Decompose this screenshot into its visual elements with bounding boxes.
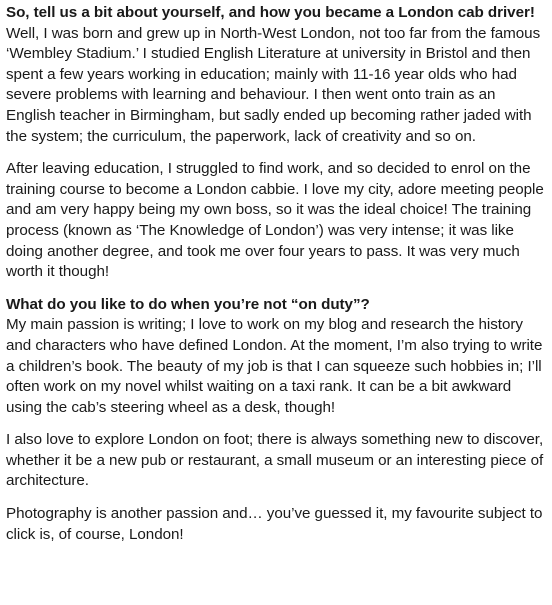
answer-paragraph: My main passion is writing; I love to work on my blog and research the history and characters who have defined London. At the moment, I’m also trying to write a children’s book. The beauty of my job is that I can squeeze such hobbies in; I’ll often work on my novel whilst waiting on a taxi rank. It can be a bit awkward using the cab’s steering wheel as a desk, though!	[6, 316, 543, 416]
question-heading: What do you like to do when you’re not “on duty”?	[6, 295, 370, 313]
question-heading: So, tell us a bit about yourself, and how you became a London cab driver!	[6, 4, 535, 21]
answer-paragraph: Photography is another passion and… you’ve guessed it, my favourite subject to click is, of course, London!	[6, 505, 543, 543]
section-about-yourself	[6, 3, 544, 283]
section-off-duty	[6, 295, 544, 546]
answer-paragraph: After leaving education, I struggled to find work, and so decided to enrol on the training course to become a London cabbie. I love my city, adore meeting people and am very happy being my own boss, so it was the ideal choice! The training process (known as ‘The Knowledge of London’) was very intense; it was like doing another degree, and took me over four years to pass. It was very much worth it though!	[6, 160, 544, 281]
answer-paragraph: I also love to explore London on foot; there is always something new to discover, whether it be a new pub or restaurant, a small museum or an interesting piece of architecture.	[6, 431, 544, 490]
answer-paragraph: Well, I was born and grew up in North-West London, not too far from the famous ‘Wembley Stadium.’ I studied English Literature at university in Bristol and then spent a few years working in education; mainly with 11-16 year olds who had severe problems with learning and behaviour. I then went onto train as an English teacher in Birmingham, but sadly ended up becoming rather jaded with the system; the curriculum, the paperwork, lack of creativity and so on.	[6, 24, 541, 145]
